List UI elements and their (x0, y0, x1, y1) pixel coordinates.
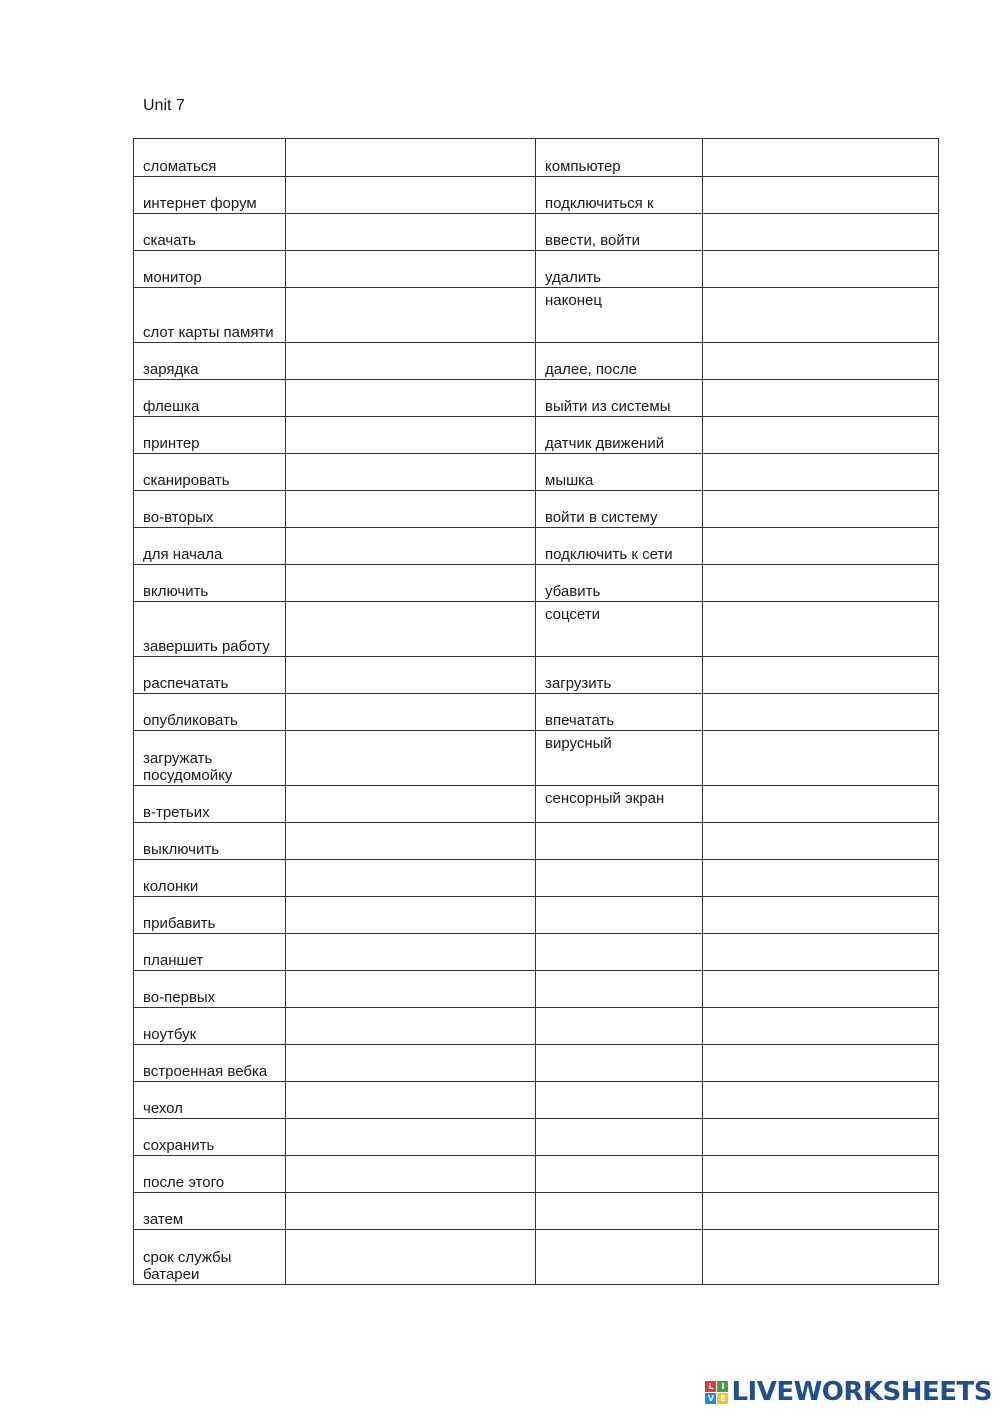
russian-word: для начала (143, 546, 223, 563)
translation-answer-cell[interactable] (286, 288, 536, 343)
russian-word-cell (536, 860, 703, 897)
russian-word-cell (536, 786, 703, 823)
russian-word-cell (536, 251, 703, 288)
table-row (134, 971, 939, 1008)
russian-word-cell (134, 731, 286, 786)
russian-word: сенсорный экран (545, 790, 665, 807)
translation-answer-cell[interactable] (286, 1230, 536, 1285)
russian-word-cell (536, 602, 703, 657)
russian-word-cell (134, 343, 286, 380)
russian-word-cell (536, 934, 703, 971)
russian-word-cell (536, 139, 703, 177)
translation-answer-cell[interactable] (286, 786, 536, 823)
translation-answer-cell[interactable] (286, 1082, 536, 1119)
russian-word-cell (536, 491, 703, 528)
translation-answer-cell[interactable] (703, 343, 939, 380)
russian-word-cell (134, 1156, 286, 1193)
translation-answer-cell[interactable] (703, 602, 939, 657)
russian-word: удалить (545, 269, 601, 286)
translation-answer-cell[interactable] (703, 1230, 939, 1285)
russian-word-cell (134, 251, 286, 288)
russian-word: компьютер (545, 158, 621, 175)
russian-word: слот карты памяти (143, 324, 274, 341)
russian-word: интернет форум (143, 195, 257, 212)
russian-word: выключить (143, 841, 220, 858)
russian-word: планшет (143, 952, 204, 969)
translation-answer-cell[interactable] (286, 657, 536, 694)
russian-word-cell (536, 1119, 703, 1156)
table-row (134, 177, 939, 214)
russian-word: сломаться (143, 158, 217, 175)
table-row (134, 491, 939, 528)
russian-word-cell (536, 971, 703, 1008)
russian-word: ввести, войти (545, 232, 640, 249)
translation-answer-cell[interactable] (286, 860, 536, 897)
translation-answer-cell[interactable] (286, 934, 536, 971)
russian-word: убавить (545, 583, 601, 600)
russian-word: подключиться к (545, 195, 654, 212)
table-row (134, 897, 939, 934)
translation-answer-cell[interactable] (703, 214, 939, 251)
russian-word: датчик движений (545, 435, 665, 452)
russian-word-cell (536, 454, 703, 491)
russian-word-cell (536, 657, 703, 694)
translation-answer-cell[interactable] (286, 491, 536, 528)
translation-answer-cell[interactable] (286, 565, 536, 602)
translation-answer-cell[interactable] (286, 380, 536, 417)
russian-word-cell (134, 491, 286, 528)
vocabulary-table (133, 138, 939, 1285)
translation-answer-cell[interactable] (703, 528, 939, 565)
translation-answer-cell[interactable] (703, 694, 939, 731)
russian-word: ноутбук (143, 1026, 197, 1043)
russian-word-cell (134, 214, 286, 251)
translation-answer-cell[interactable] (286, 454, 536, 491)
russian-word: колонки (143, 878, 199, 895)
russian-word-cell (134, 565, 286, 602)
russian-word-cell (134, 417, 286, 454)
russian-word: соцсети (545, 606, 601, 623)
russian-word-cell (134, 657, 286, 694)
logo-text: LIVEWORKSHEETS (731, 1377, 992, 1407)
russian-word: монитор (143, 269, 202, 286)
translation-answer-cell[interactable] (703, 860, 939, 897)
logo-mark-letter: V (705, 1393, 716, 1404)
translation-answer-cell[interactable] (703, 971, 939, 1008)
russian-word: впечатать (545, 712, 615, 729)
russian-word-cell (134, 528, 286, 565)
russian-word-cell (536, 731, 703, 786)
table-row (134, 1193, 939, 1230)
translation-answer-cell[interactable] (703, 1156, 939, 1193)
russian-word-cell (536, 565, 703, 602)
russian-word-cell (536, 1045, 703, 1082)
translation-answer-cell[interactable] (703, 417, 939, 454)
russian-word-cell (536, 1156, 703, 1193)
russian-word: вирусный (545, 735, 612, 752)
russian-word: далее, после (545, 361, 637, 378)
russian-word-cell (536, 177, 703, 214)
table-row (134, 602, 939, 657)
table-row (134, 1156, 939, 1193)
russian-word: зарядка (143, 361, 199, 378)
russian-word-cell (134, 786, 286, 823)
russian-word-cell (134, 139, 286, 177)
page-title: Unit 7 (143, 97, 185, 114)
russian-word: наконец (545, 292, 602, 309)
table-row (134, 1230, 939, 1285)
translation-answer-cell[interactable] (286, 1156, 536, 1193)
translation-answer-cell[interactable] (286, 1008, 536, 1045)
translation-answer-cell[interactable] (286, 823, 536, 860)
translation-answer-cell[interactable] (286, 343, 536, 380)
russian-word: скачать (143, 232, 196, 249)
russian-word-cell (134, 823, 286, 860)
table-row (134, 731, 939, 786)
translation-answer-cell[interactable] (286, 139, 536, 177)
russian-word: мышка (545, 472, 594, 489)
russian-word-cell (536, 1230, 703, 1285)
russian-word-cell (134, 1008, 286, 1045)
russian-word-cell (134, 1119, 286, 1156)
russian-word-cell (134, 860, 286, 897)
translation-answer-cell[interactable] (286, 1045, 536, 1082)
translation-answer-cell[interactable] (286, 528, 536, 565)
russian-word-cell (134, 971, 286, 1008)
russian-word-cell (536, 694, 703, 731)
russian-word-cell (536, 380, 703, 417)
translation-answer-cell[interactable] (703, 1193, 939, 1230)
translation-answer-cell[interactable] (703, 786, 939, 823)
russian-word: во-вторых (143, 509, 214, 526)
table-row (134, 1008, 939, 1045)
table-row (134, 1119, 939, 1156)
table-row (134, 786, 939, 823)
translation-answer-cell[interactable] (703, 731, 939, 786)
russian-word: загружать посудомойку (143, 750, 233, 784)
russian-word-cell (134, 1045, 286, 1082)
table-row (134, 139, 939, 177)
translation-answer-cell[interactable] (286, 694, 536, 731)
logo-mark-letter: E (717, 1393, 728, 1404)
table-row (134, 657, 939, 694)
russian-word: завершить работу (143, 638, 270, 655)
translation-answer-cell[interactable] (703, 454, 939, 491)
russian-word-cell (134, 694, 286, 731)
russian-word-cell (536, 1082, 703, 1119)
russian-word-cell (536, 214, 703, 251)
russian-word-cell (536, 1193, 703, 1230)
translation-answer-cell[interactable] (703, 491, 939, 528)
table-row (134, 288, 939, 343)
russian-word-cell (134, 1230, 286, 1285)
russian-word: чехол (143, 1100, 183, 1117)
table-row (134, 565, 939, 602)
logo-mark-letter: I (717, 1381, 728, 1392)
russian-word: встроенная вебка (143, 1063, 268, 1080)
russian-word-cell (134, 602, 286, 657)
russian-word: распечатать (143, 675, 229, 692)
russian-word-cell (536, 823, 703, 860)
translation-answer-cell[interactable] (703, 288, 939, 343)
table-row (134, 454, 939, 491)
translation-answer-cell[interactable] (286, 731, 536, 786)
russian-word: в-третьих (143, 804, 210, 821)
table-row (134, 860, 939, 897)
russian-word-cell (134, 897, 286, 934)
translation-answer-cell[interactable] (286, 177, 536, 214)
translation-answer-cell[interactable] (703, 1119, 939, 1156)
table-row (134, 823, 939, 860)
translation-answer-cell[interactable] (703, 1045, 939, 1082)
russian-word-cell (536, 343, 703, 380)
table-row (134, 417, 939, 454)
translation-answer-cell[interactable] (703, 823, 939, 860)
translation-answer-cell[interactable] (703, 1082, 939, 1119)
russian-word: сохранить (143, 1137, 215, 1154)
russian-word-cell (134, 1193, 286, 1230)
table-row (134, 214, 939, 251)
translation-answer-cell[interactable] (286, 971, 536, 1008)
russian-word: флешка (143, 398, 200, 415)
translation-answer-cell[interactable] (703, 1008, 939, 1045)
russian-word-cell (536, 897, 703, 934)
russian-word: после этого (143, 1174, 225, 1191)
translation-answer-cell[interactable] (286, 214, 536, 251)
vocabulary-table-body (134, 139, 939, 1285)
russian-word-cell (134, 177, 286, 214)
table-row (134, 251, 939, 288)
liveworksheets-logo (705, 1377, 992, 1407)
translation-answer-cell[interactable] (286, 417, 536, 454)
russian-word: затем (143, 1211, 184, 1228)
translation-answer-cell[interactable] (703, 657, 939, 694)
translation-answer-cell[interactable] (286, 251, 536, 288)
translation-answer-cell[interactable] (703, 177, 939, 214)
russian-word-cell (134, 1082, 286, 1119)
russian-word: прибавить (143, 915, 216, 932)
translation-answer-cell[interactable] (286, 602, 536, 657)
table-row (134, 1082, 939, 1119)
russian-word: выйти из системы (545, 398, 671, 415)
russian-word: подключить к сети (545, 546, 673, 563)
table-row (134, 343, 939, 380)
russian-word: во-первых (143, 989, 216, 1006)
russian-word-cell (536, 1008, 703, 1045)
translation-answer-cell[interactable] (703, 934, 939, 971)
translation-answer-cell[interactable] (703, 897, 939, 934)
russian-word-cell (134, 288, 286, 343)
translation-answer-cell[interactable] (286, 1119, 536, 1156)
russian-word: опубликовать (143, 712, 238, 729)
russian-word: загрузить (545, 675, 612, 692)
russian-word-cell (134, 380, 286, 417)
translation-answer-cell[interactable] (703, 380, 939, 417)
russian-word-cell (134, 454, 286, 491)
table-row (134, 1045, 939, 1082)
russian-word-cell (134, 934, 286, 971)
logo-mark-icon (705, 1381, 728, 1404)
russian-word-cell (536, 288, 703, 343)
logo-mark-letter: L (705, 1381, 716, 1392)
translation-answer-cell[interactable] (286, 897, 536, 934)
translation-answer-cell[interactable] (703, 139, 939, 177)
translation-answer-cell[interactable] (703, 251, 939, 288)
russian-word: включить (143, 583, 209, 600)
russian-word: срок службы батареи (143, 1249, 232, 1283)
table-row (134, 380, 939, 417)
table-row (134, 694, 939, 731)
russian-word: принтер (143, 435, 200, 452)
russian-word: войти в систему (545, 509, 658, 526)
russian-word (545, 1283, 693, 1284)
russian-word-cell (536, 417, 703, 454)
table-row (134, 528, 939, 565)
russian-word: сканировать (143, 472, 230, 489)
translation-answer-cell[interactable] (703, 565, 939, 602)
russian-word-cell (536, 528, 703, 565)
translation-answer-cell[interactable] (286, 1193, 536, 1230)
table-row (134, 934, 939, 971)
